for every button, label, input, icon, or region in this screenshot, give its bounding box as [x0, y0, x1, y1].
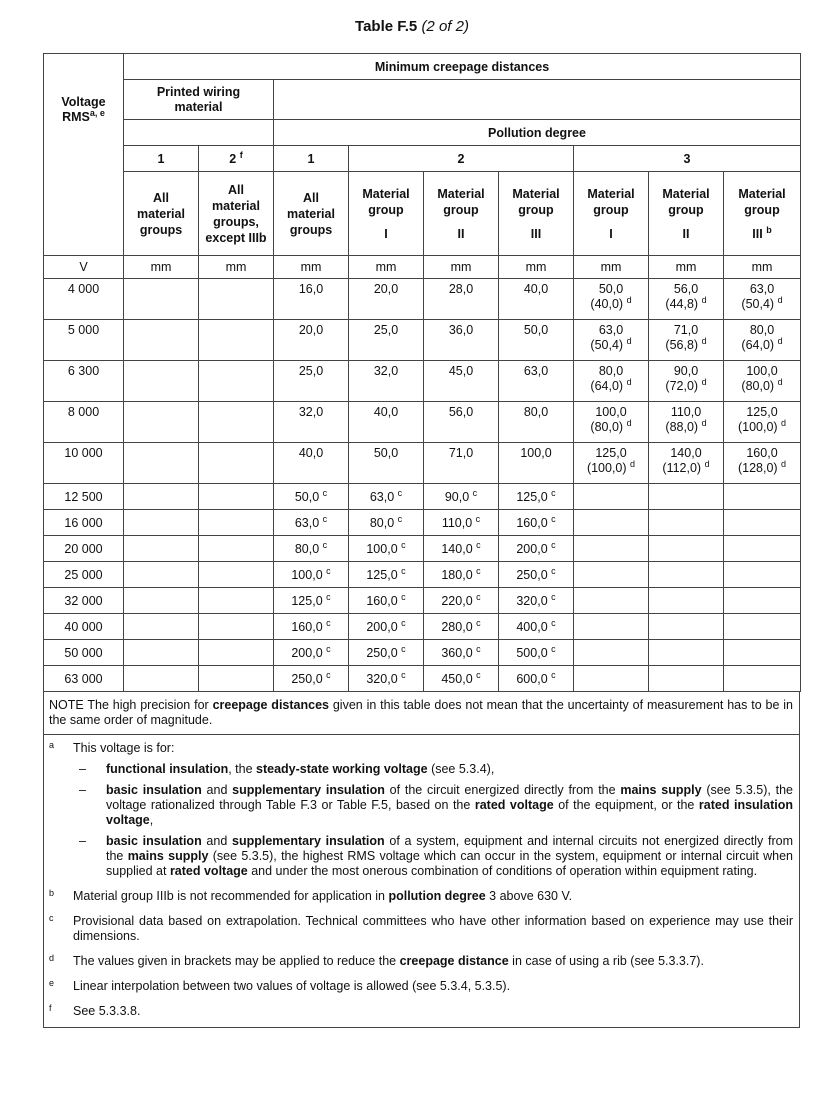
group-p3-ii: Material group II	[649, 172, 724, 256]
table-row	[44, 443, 801, 484]
footnote-ref: c	[476, 565, 481, 576]
footnote-ref: c	[551, 487, 556, 498]
table-cell: 56,0	[424, 402, 499, 443]
group-p3-iii: Material group III $^b$	[724, 172, 801, 256]
footnote-ref: c	[326, 669, 331, 680]
footnote-ref: d	[626, 335, 632, 346]
unit-mm: mm	[199, 256, 274, 279]
table-cell	[574, 510, 649, 536]
table-row	[44, 588, 801, 614]
table-cell: 250,0 $^c$	[499, 562, 574, 588]
unit-mm: mm	[274, 256, 349, 279]
table-cell: 100,0	[499, 443, 574, 484]
footnote-ref: d	[777, 335, 783, 346]
table-cell	[649, 510, 724, 536]
table-cell: 28,0	[424, 279, 499, 320]
footnote-ref: d	[777, 294, 783, 305]
footnote-ref: c	[551, 591, 556, 602]
footnote-ref: c	[472, 487, 478, 498]
table-cell	[724, 640, 801, 666]
table-cell: 63,0 (50,4) $^d$	[724, 279, 801, 320]
group-p2-iii: Material group III	[499, 172, 574, 256]
table-cell: 100,0 (80,0) $^d$	[724, 361, 801, 402]
table-cell	[574, 614, 649, 640]
table-cell: 250,0 $^c$	[349, 640, 424, 666]
group-pw2: All material groups, except IIIb	[199, 172, 274, 256]
unit-mm: mm	[574, 256, 649, 279]
creepage-table	[43, 53, 801, 692]
footnote-ref: d	[630, 458, 636, 469]
table-cell	[574, 484, 649, 510]
voltage-cell: 12 500	[44, 484, 124, 510]
footnote-ref: c	[322, 513, 328, 524]
footnote-ref: c	[322, 539, 328, 550]
footnote-ref: c	[322, 487, 328, 498]
footnote-e: e Linear interpolation between two values of voltage is allowed (see 5.3.4, 5.3.5).	[49, 978, 511, 993]
table-cell: 80,0 (64,0) $^d$	[724, 320, 801, 361]
table-cell: 40,0	[274, 443, 349, 484]
voltage-label: Voltage RMS	[61, 94, 106, 124]
table-cell: 125,0 $^c$	[274, 588, 349, 614]
voltage-cell: 10 000	[44, 443, 124, 484]
table-cell: 63,0 $^c$	[349, 484, 424, 510]
table-cell	[574, 536, 649, 562]
table-cell: 125,0 $^c$	[499, 484, 574, 510]
table-cell: 80,0	[499, 402, 574, 443]
table-cell	[199, 666, 274, 692]
table-cell: 16,0	[274, 279, 349, 320]
table-cell: 450,0 $^c$	[424, 666, 499, 692]
printed-wiring-header: Printed wiring material	[124, 80, 274, 120]
table-cell	[649, 640, 724, 666]
footnote-ref: d	[701, 417, 707, 428]
footnote-ref: d	[626, 417, 632, 428]
footnote-ref: c	[397, 513, 403, 524]
voltage-cell: 4 000	[44, 279, 124, 320]
footnote-ref: c	[475, 513, 481, 524]
table-row	[44, 640, 801, 666]
table-cell: 25,0	[274, 361, 349, 402]
table-cell: 40,0	[499, 279, 574, 320]
table-cell: 400,0 $^c$	[499, 614, 574, 640]
table-cell	[124, 279, 199, 320]
table-cell: 45,0	[424, 361, 499, 402]
table-cell	[574, 640, 649, 666]
table-cell	[124, 443, 199, 484]
footnote-ref: c	[551, 565, 556, 576]
footnote-ref: c	[326, 565, 331, 576]
table-cell: 71,0 (56,8) $^d$	[649, 320, 724, 361]
footnote-ref: d	[701, 294, 707, 305]
footnote-ref: d	[626, 376, 632, 387]
table-cell: 71,0	[424, 443, 499, 484]
footnote-ref: c	[326, 591, 331, 602]
footnote-ref: c	[401, 591, 406, 602]
table-frame	[43, 53, 800, 1028]
table-cell: 160,0 $^c$	[499, 510, 574, 536]
table-row	[44, 484, 801, 510]
table-cell: 160,0 (128,0) $^d$	[724, 443, 801, 484]
table-cell	[124, 562, 199, 588]
table-row	[44, 536, 801, 562]
table-cell	[199, 484, 274, 510]
pd-1-pw: 1	[124, 146, 199, 172]
footnote-ref: c	[401, 669, 406, 680]
unit-mm: mm	[499, 256, 574, 279]
table-cell: 125,0 $^c$	[349, 562, 424, 588]
table-note: NOTE The high precision for creepage distances given in this table does not mean that the uncertainty of measurement has to be in the same order of magnitude.	[44, 692, 799, 735]
table-cell: 250,0 $^c$	[274, 666, 349, 692]
pd-2-footnote-ref: f	[239, 149, 243, 160]
table-cell: 63,0 $^c$	[274, 510, 349, 536]
table-cell: 160,0 $^c$	[349, 588, 424, 614]
table-cell: 320,0 $^c$	[499, 588, 574, 614]
footnote-ref: c	[326, 617, 331, 628]
table-cell: 25,0	[349, 320, 424, 361]
table-cell	[649, 562, 724, 588]
footnote-ref: c	[551, 513, 556, 524]
footnote-ref: c	[476, 669, 481, 680]
footnote-f: f See 5.3.3.8.	[49, 1003, 141, 1018]
table-cell: 36,0	[424, 320, 499, 361]
table-cell: 63,0 (50,4) $^d$	[574, 320, 649, 361]
pd-3: 3	[574, 146, 801, 172]
table-title-sub: (2 of 2)	[421, 18, 469, 35]
voltage-cell: 8 000	[44, 402, 124, 443]
voltage-cell: 40 000	[44, 614, 124, 640]
table-cell	[124, 484, 199, 510]
group-p1: All material groups	[274, 172, 349, 256]
table-cell: 200,0 $^c$	[274, 640, 349, 666]
footnote-a: a This voltage is for: – functional insulation, the steady-state working voltage (see 5.3.4), – basic insulation and supplementary insulation of the circuit energized directly from the mains supply (see 5.3.5), the voltage rationalized through Table F.3 or Table F.5, based on the rated voltage of the equipment, or the rated insulation voltage, – basic insulation and supplementary insulation of a system, equipment and internal circuits not energized directly from the mains supply (see 5.3.5), the highest RMS voltage which can occur in the system, equipment or internal circuit when supplied at rated voltage and under the most onerous combination of conditions of operation within equipment rating.	[49, 740, 793, 878]
table-cell: 32,0	[349, 361, 424, 402]
table-cell	[199, 536, 274, 562]
unit-mm: mm	[724, 256, 801, 279]
footnote-d: d The values given in brackets may be applied to reduce the creepage distance in case of using a rib (see 5.3.3.7).	[49, 953, 704, 968]
table-cell	[724, 666, 801, 692]
voltage-cell: 63 000	[44, 666, 124, 692]
table-cell: 50,0 (40,0) $^d$	[574, 279, 649, 320]
table-cell	[724, 588, 801, 614]
footnote-ref: d	[701, 335, 707, 346]
table-cell	[199, 562, 274, 588]
table-cell: 56,0 (44,8) $^d$	[649, 279, 724, 320]
table-cell	[124, 361, 199, 402]
table-cell	[649, 666, 724, 692]
table-cell	[199, 443, 274, 484]
pd-2: 2	[349, 146, 574, 172]
footnote-ref: c	[326, 643, 331, 654]
table-cell	[199, 361, 274, 402]
table-cell: 100,0 $^c$	[274, 562, 349, 588]
table-cell	[574, 588, 649, 614]
voltage-footnote-ref: a, e	[89, 107, 105, 118]
table-cell: 200,0 $^c$	[499, 536, 574, 562]
table-cell: 180,0 $^c$	[424, 562, 499, 588]
table-cell	[649, 614, 724, 640]
table-cell	[724, 484, 801, 510]
table-cell: 140,0 $^c$	[424, 536, 499, 562]
footnote-ref: c	[401, 565, 406, 576]
table-cell	[124, 666, 199, 692]
footnote-ref: c	[401, 617, 406, 628]
table-cell	[724, 536, 801, 562]
voltage-cell: 32 000	[44, 588, 124, 614]
footnotes	[44, 735, 799, 1027]
pd-1: 1	[274, 146, 349, 172]
unit-mm: mm	[649, 256, 724, 279]
footnote-ref: d	[626, 294, 632, 305]
table-cell	[199, 510, 274, 536]
footnote-b: b Material group IIIb is not recommended for application in pollution degree 3 above 630 V.	[49, 888, 573, 903]
footnote-ref: c	[551, 643, 556, 654]
table-row	[44, 614, 801, 640]
table-cell: 500,0 $^c$	[499, 640, 574, 666]
table-cell: 110,0 (88,0) $^d$	[649, 402, 724, 443]
table-row	[44, 510, 801, 536]
table-title	[0, 16, 824, 38]
table-cell: 63,0	[499, 361, 574, 402]
voltage-cell: 5 000	[44, 320, 124, 361]
footnote-ref: c	[476, 591, 481, 602]
footnote-ref: c	[476, 643, 481, 654]
voltage-cell: 25 000	[44, 562, 124, 588]
table-cell	[724, 510, 801, 536]
blank-header	[274, 80, 801, 120]
table-cell	[199, 614, 274, 640]
pollution-degree-header: Pollution degree	[274, 120, 801, 146]
table-cell	[124, 588, 199, 614]
group-p2-ii: Material group II	[424, 172, 499, 256]
table-cell: 80,0 $^c$	[349, 510, 424, 536]
footnote-ref: c	[401, 539, 406, 550]
table-cell	[724, 614, 801, 640]
table-cell: 40,0	[349, 402, 424, 443]
table-row	[44, 562, 801, 588]
table-cell	[199, 402, 274, 443]
table-cell: 600,0 $^c$	[499, 666, 574, 692]
table-cell: 100,0 (80,0) $^d$	[574, 402, 649, 443]
table-cell: 50,0	[499, 320, 574, 361]
footnote-ref: c	[551, 539, 556, 550]
footnote-ref: c	[397, 487, 403, 498]
table-cell: 220,0 $^c$	[424, 588, 499, 614]
table-cell	[724, 562, 801, 588]
table-cell	[124, 320, 199, 361]
footnote-ref: c	[551, 669, 556, 680]
voltage-header	[44, 54, 124, 256]
table-cell	[199, 640, 274, 666]
table-row	[44, 361, 801, 402]
table-row	[44, 320, 801, 361]
table-cell: 20,0	[349, 279, 424, 320]
table-cell	[649, 588, 724, 614]
table-cell	[199, 320, 274, 361]
table-cell	[574, 562, 649, 588]
group-p3-i: Material group I	[574, 172, 649, 256]
unit-v: V	[44, 256, 124, 279]
table-cell: 200,0 $^c$	[349, 614, 424, 640]
table-cell: 140,0 (112,0) $^d$	[649, 443, 724, 484]
table-cell	[124, 510, 199, 536]
table-row	[44, 402, 801, 443]
table-cell	[124, 402, 199, 443]
voltage-cell: 16 000	[44, 510, 124, 536]
pd-2-pw: 2 $^f$	[199, 146, 274, 172]
voltage-cell: 20 000	[44, 536, 124, 562]
footnote-ref: c	[551, 617, 556, 628]
min-creepage-header: Minimum creepage distances	[124, 54, 801, 80]
unit-mm: mm	[124, 256, 199, 279]
footnote-ref: d	[777, 376, 783, 387]
footnote-ref: c	[476, 617, 481, 628]
table-row	[44, 279, 801, 320]
footnote-ref: c	[401, 643, 406, 654]
footnote-ref: d	[701, 376, 707, 387]
unit-mm: mm	[349, 256, 424, 279]
footnote-ref: c	[476, 539, 481, 550]
voltage-cell: 6 300	[44, 361, 124, 402]
table-cell	[124, 614, 199, 640]
unit-mm: mm	[424, 256, 499, 279]
table-cell: 32,0	[274, 402, 349, 443]
table-cell	[649, 484, 724, 510]
table-cell: 125,0 (100,0) $^d$	[724, 402, 801, 443]
table-cell: 90,0 (72,0) $^d$	[649, 361, 724, 402]
table-cell: 20,0	[274, 320, 349, 361]
footnote-ref: d	[781, 417, 787, 428]
table-cell	[574, 666, 649, 692]
group-pw1: All material groups	[124, 172, 199, 256]
footnote-ref: d	[704, 458, 710, 469]
table-cell: 90,0 $^c$	[424, 484, 499, 510]
table-cell: 360,0 $^c$	[424, 640, 499, 666]
table-cell: 80,0 (64,0) $^d$	[574, 361, 649, 402]
table-cell: 125,0 (100,0) $^d$	[574, 443, 649, 484]
table-cell: 100,0 $^c$	[349, 536, 424, 562]
footnote-c: c Provisional data based on extrapolation. Technical committees who have other information based on experience may use their dimensions.	[49, 913, 793, 943]
notes-block	[43, 692, 800, 1028]
table-cell: 50,0 $^c$	[274, 484, 349, 510]
footnote-ref: d	[781, 458, 787, 469]
table-cell: 80,0 $^c$	[274, 536, 349, 562]
table-cell	[199, 588, 274, 614]
table-title-main: Table F.5	[355, 18, 418, 35]
blank-pd-left	[124, 120, 274, 146]
group-p2-i: Material group I	[349, 172, 424, 256]
table-cell: 160,0 $^c$	[274, 614, 349, 640]
table-cell	[124, 536, 199, 562]
voltage-cell: 50 000	[44, 640, 124, 666]
table-cell	[124, 640, 199, 666]
table-cell	[649, 536, 724, 562]
table-row	[44, 666, 801, 692]
table-cell: 110,0 $^c$	[424, 510, 499, 536]
table-cell	[199, 279, 274, 320]
table-cell: 320,0 $^c$	[349, 666, 424, 692]
table-cell: 50,0	[349, 443, 424, 484]
table-cell: 280,0 $^c$	[424, 614, 499, 640]
